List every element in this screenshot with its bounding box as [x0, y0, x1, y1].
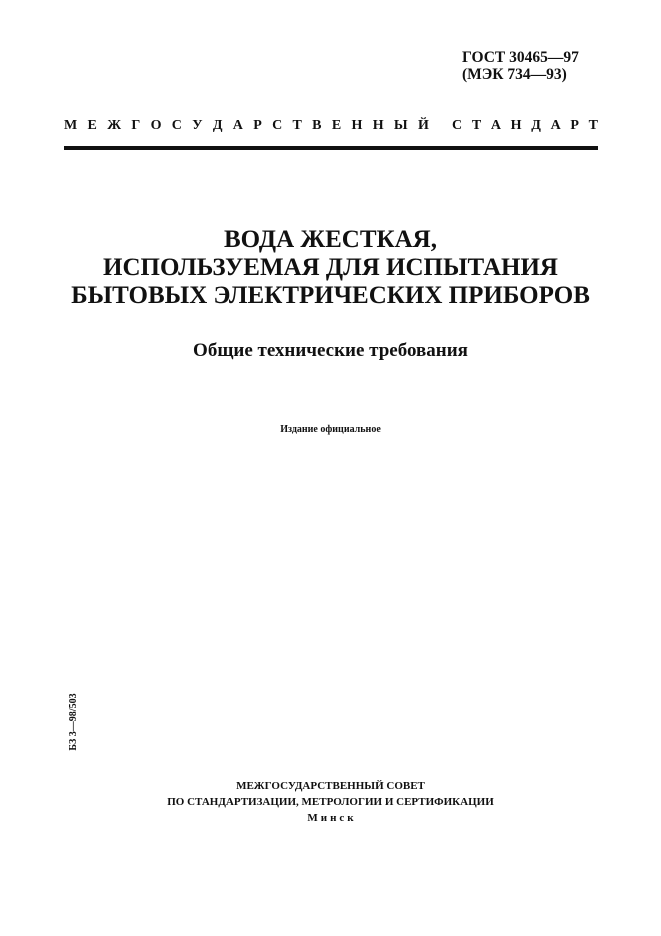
standard-type-letter: Й	[417, 118, 429, 133]
document-subtitle: Общие технические требования	[193, 340, 468, 361]
title-line-3: БЫТОВЫХ ЭЛЕКТРИЧЕСКИХ ПРИБОРОВ	[71, 282, 590, 309]
standard-type-letter: Р	[253, 118, 262, 133]
gost-number: ГОСТ 30465—97	[462, 49, 579, 66]
standard-type-letter: Е	[331, 118, 342, 133]
standard-type-letter: М	[64, 118, 78, 133]
standard-type-letter: Н	[351, 118, 363, 133]
header-divider	[64, 146, 598, 150]
standard-type-letter: Д	[212, 118, 223, 133]
standard-type-letter: С	[171, 118, 182, 133]
standard-type-letter: Т	[471, 118, 482, 133]
edition-note: Издание официальное	[280, 424, 381, 435]
title-line-2: ИСПОЛЬЗУЕМАЯ ДЛЯ ИСПЫТАНИЯ	[103, 254, 558, 281]
standard-type-letter: Н	[510, 118, 522, 133]
standard-type-letter: Т	[292, 118, 302, 133]
standard-type-letter: Ж	[107, 118, 122, 133]
iec-number: (МЭК 734—93)	[462, 66, 567, 83]
standard-type-letter: Ы	[393, 118, 408, 133]
standard-type-letter: А	[550, 118, 561, 133]
publisher-block	[0, 778, 661, 826]
standard-type-word-standard	[452, 118, 598, 134]
standard-type-letter: Д	[531, 118, 541, 133]
standard-type-letter: Г	[131, 118, 141, 133]
standard-type-letter: С	[452, 118, 463, 133]
standard-type-letter: В	[312, 118, 322, 133]
standard-type-letter: У	[192, 118, 203, 133]
standard-type-letter: Р	[570, 118, 579, 133]
standard-type-letter: Е	[87, 118, 97, 133]
standard-type-heading	[64, 118, 598, 134]
document-designation	[462, 49, 579, 83]
standard-type-letter: А	[232, 118, 243, 133]
standard-type-letter: О	[150, 118, 162, 133]
standard-type-word-interstate	[64, 118, 429, 134]
publisher-line-2: ПО СТАНДАРТИЗАЦИИ, МЕТРОЛОГИИ И СЕРТИФИКАЦИИ	[167, 796, 494, 808]
standard-type-letter: А	[490, 118, 501, 133]
standard-type-letter: С	[272, 118, 283, 133]
standard-type-letter: Н	[372, 118, 384, 133]
publisher-city: Минск	[307, 812, 357, 824]
title-line-1: ВОДА ЖЕСТКАЯ,	[224, 226, 437, 253]
document-title	[0, 226, 661, 310]
side-catalog-code: БЗ 3—98/503	[68, 693, 79, 751]
publisher-line-1: МЕЖГОСУДАРСТВЕННЫЙ СОВЕТ	[236, 780, 425, 792]
standard-type-letter: Т	[588, 118, 598, 133]
